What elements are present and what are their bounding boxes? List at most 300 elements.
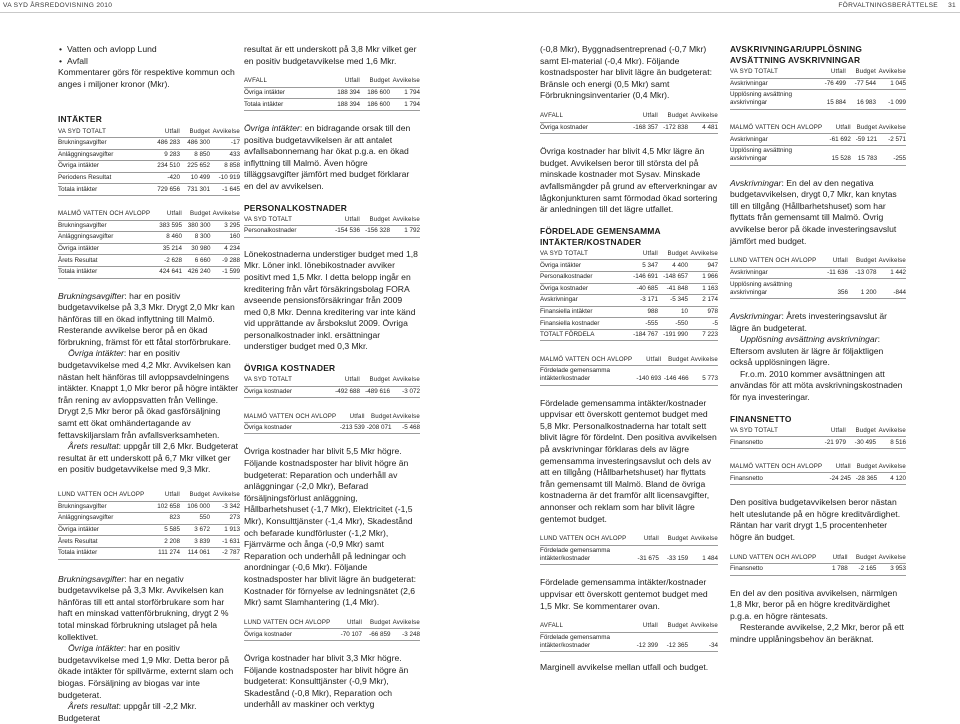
value-cell: -1 631 (210, 536, 240, 548)
table-row (540, 271, 718, 283)
paragraph: Övriga kostnader har blivit 4,5 Mkr lägre än budget. Avvikelsen beror till största del på minskade kostnader mot Sysav. Minskade avfallsmängder på grund av efterverkningar av lågkonjunkturen samt förmodad ökad sortering är anledningen till det lägre utfallet. (540, 146, 718, 215)
section-heading-finansnetto: FINANSNETTO (730, 413, 792, 424)
value-cell: 6 660 (182, 255, 211, 267)
page-number: 31 (948, 2, 956, 9)
column-header: Avvikelse (688, 249, 718, 260)
value-cell: -13 078 (848, 267, 876, 279)
table-title-cell: VA SYD TOTALT (730, 426, 812, 437)
value-cell: -420 (146, 172, 180, 184)
paragraph: Brukningsavgifter: har en negativ budgetavvikelse på 3,3 Mkr. Avvikelsen kan hänföras till ett antal storförbrukare som har haft en minskad vattenförbrukning, drygt 2 % total minskad förbrukning utslaget på hela kollektivet. (58, 573, 229, 642)
table-va-syd-fordelade (540, 249, 718, 342)
paragraph: Fördelade gemensamma intäkter/kostnader uppvisar ett överskott gentemot budget med 1,5 Mkr. Se kommentarer ovan. (540, 577, 708, 611)
table-title-cell: AVFALL (244, 76, 326, 87)
column-header: Utfall (816, 552, 847, 563)
row-label: Finansnetto (730, 564, 816, 576)
column-header: Avvikelse (210, 126, 240, 137)
paragraph: En del av den positiva avvikelsen, närmlgen 1,8 Mkr, beror på en högre kreditvärdighet p.g.a. en högre räntesats. (730, 587, 898, 621)
table-row (58, 172, 240, 184)
column-header: Budget (182, 209, 211, 220)
table-title-cell: MALMÖ VATTEN OCH AVLOPP (730, 123, 822, 134)
column-2 (244, 44, 420, 711)
row-label: Avskrivningar (540, 295, 624, 307)
table-row (244, 422, 420, 434)
value-cell: -66 859 (362, 629, 390, 641)
table-header-row (730, 426, 906, 437)
value-cell: 111 274 (146, 547, 180, 559)
table-header-row (244, 375, 420, 386)
row-label: Övriga kostnader (244, 386, 326, 398)
value-cell: 8 300 (182, 232, 211, 244)
row-label: Anläggningsavgifter (58, 149, 146, 161)
value-cell: 424 641 (150, 266, 182, 278)
paragraph: Den positiva budgetavvikelsen beror nästan helt uteslutande på en högre kreditvärdighet. Räntan har varit drygt 1,5 procentenheter högre än budget. (730, 497, 901, 542)
value-cell: 383 595 (150, 220, 182, 232)
column-header: Utfall (336, 411, 364, 422)
value-cell: 731 301 (180, 184, 210, 196)
row-label: Anläggningsavgifter (58, 232, 150, 244)
column-header: Budget (659, 534, 688, 545)
column-header: Utfall (632, 354, 661, 365)
value-cell: 114 061 (180, 547, 210, 559)
value-cell: 947 (688, 260, 718, 272)
row-label: Årets Resultat (58, 536, 146, 548)
column-header: Budget (846, 67, 876, 78)
table-row (730, 279, 906, 299)
column-header: Avvikelse (688, 111, 718, 122)
table-row (58, 255, 240, 267)
value-cell: -5 345 (658, 295, 688, 307)
value-cell: -9 288 (211, 255, 240, 267)
value-cell: 8 858 (210, 161, 240, 173)
column-header: Budget (360, 215, 390, 226)
table-header-row (730, 256, 906, 267)
table-avfall-fordelade (540, 621, 718, 652)
table-row (540, 366, 718, 386)
value-cell: -1 599 (211, 266, 240, 278)
value-cell: 4 234 (211, 243, 240, 255)
table-avfall-intakter (244, 76, 420, 111)
value-cell: -24 245 (822, 473, 851, 485)
table-row (730, 564, 906, 576)
row-label: TOTALT FÖRDELA (540, 329, 624, 341)
value-cell: 5 347 (624, 260, 658, 272)
table-malmo-ovriga-kostnader (244, 411, 420, 434)
value-cell: -10 919 (210, 172, 240, 184)
table-row (58, 149, 240, 161)
paragraph: Övriga kostnader har blivit 3,3 Mkr högre. Följande kostnadsposter har blivit högre än budgeterat: Konsulttjänster (-0,9 Mkr), Skadestånd (-0,8 Mkr), Reparation och underhåll av maskiner och verktyg (244, 652, 409, 710)
value-cell: -148 657 (658, 271, 688, 283)
table-malmo-fordelade (540, 354, 718, 385)
table-title-cell: MALMÖ VATTEN OCH AVLOPP (730, 462, 822, 473)
value-cell: -146 691 (624, 271, 658, 283)
section-heading-fordelade: FÖRDELADE GEMENSAMMA INTÄKTER/KOSTNADER (540, 225, 661, 247)
value-cell: -5 468 (392, 422, 420, 434)
table-header-row (730, 552, 906, 563)
value-cell: 988 (624, 306, 658, 318)
row-label: Finansnetto (730, 473, 822, 485)
value-cell: -154 536 (326, 226, 360, 238)
table-title-cell: LUND VATTEN OCH AVLOPP (244, 618, 330, 629)
value-cell: 1 442 (876, 267, 906, 279)
value-cell: -30 495 (846, 437, 876, 449)
table-row (540, 283, 718, 295)
value-cell: -33 159 (659, 545, 688, 565)
paragraph: Marginell avvikelse mellan utfall och budget. (540, 662, 709, 673)
row-label: Övriga kostnader (540, 122, 624, 134)
value-cell: -3 171 (624, 295, 658, 307)
value-cell: 4 120 (877, 473, 906, 485)
value-cell: -21 979 (812, 437, 846, 449)
column-header: Utfall (822, 462, 851, 473)
column-header: Utfall (150, 209, 182, 220)
table-title-cell: AVFALL (540, 111, 624, 122)
row-label: Övriga kostnader (540, 283, 624, 295)
paragraph: resultat är ett underskott på 3,8 Mkr vilket ger en positiv budgetavvikelse med 1,6 Mkr. (244, 44, 417, 66)
row-label: Fördelade gemensamma intäkter/kostnader (540, 545, 626, 565)
column-header: Utfall (626, 534, 659, 545)
value-cell: -31 675 (626, 545, 659, 565)
table-header-row (540, 534, 718, 545)
column-header: Budget (362, 618, 390, 629)
table-header-row (730, 462, 906, 473)
value-cell: -2 165 (848, 564, 877, 576)
column-header: Utfall (812, 426, 846, 437)
value-cell: 1 788 (816, 564, 847, 576)
value-cell: -3 072 (390, 386, 420, 398)
value-cell: 426 240 (182, 266, 211, 278)
row-label: Totala intäkter (58, 184, 146, 196)
row-label: Brukningsavgifter (58, 501, 146, 513)
intro-paragraph: Kommentarer görs för respektive kommun och anges i miljoner kronor (Mkr). (58, 67, 235, 89)
column-header: Avvikelse (877, 123, 906, 134)
paragraph: Övriga intäkter: en bidragande orsak till den positiva budgetavvikelsen är att antalet avfallsabonnemang har ökat p.g.a. en ökad inflyttning till Malmö. Även högre tilläggsavgifter jämfört med budget förklarar en del av avvikelsen. (244, 122, 411, 191)
value-cell: 102 658 (146, 501, 180, 513)
column-4 (730, 44, 906, 646)
row-label: Avskrivningar (730, 267, 816, 279)
value-cell: -12 365 (658, 632, 688, 652)
list-item: • Avfall (58, 56, 240, 68)
value-cell: 234 510 (146, 161, 180, 173)
row-label: Avskrivningar (730, 78, 812, 90)
table-row (244, 87, 420, 99)
row-label: Anläggningsavgifter (58, 513, 146, 525)
column-header: Avvikelse (392, 411, 420, 422)
value-cell: 7 223 (688, 329, 718, 341)
column-header: Utfall (146, 490, 180, 501)
section-heading-intakter: INTÄKTER (58, 114, 102, 125)
row-label: Övriga intäkter (540, 260, 624, 272)
value-cell: -2 628 (150, 255, 182, 267)
value-cell: 16 983 (846, 90, 876, 110)
column-header: Budget (180, 126, 210, 137)
value-cell: -555 (624, 318, 658, 330)
table-row (540, 122, 718, 134)
paragraph: Övriga intäkter: har en positiv budgetavvikelse med 4,2 Mkr. Avvikelsen kan nästan helt hänföras till avloppsavdelningens intäkter. Knappt 1,0 Mkr beror på högre intäkter från rening av avloppsvatten från Vellinge. Drygt 2,5 Mkr beror på ökad gasförsäljning samt ett ökat omhändertagande av fettavskiljarslam från avfallsverksamheten. (58, 348, 239, 440)
table-title-cell: VA SYD TOTALT (540, 249, 624, 260)
column-header: Budget (661, 354, 688, 365)
value-cell: -61 692 (822, 134, 851, 146)
value-cell: -140 693 (632, 366, 661, 386)
table-lund-finansnetto (730, 552, 906, 575)
value-cell: -41 848 (658, 283, 688, 295)
value-cell: -2 787 (210, 547, 240, 559)
row-label: Fördelade gemensamma intäkter/kostnader (540, 366, 632, 386)
paragraph: Lönekostnaderna understiger budget med 1,8 Mkr. Löner inkl. lönebikostnader avviker positivt med 1,5 Mkr. I detta belopp ingår en kreditering från vårt försäkringsbolag FORA avseende pensionsförsäkringar från 2009 med 0,8 Mkr. Denna kreditering var inte känd vid upprättande av årsbokslut 2009. Övriga personalkostnader inkl. ersättningar understiger budget med 0,3 Mkr. (244, 248, 418, 352)
value-cell: -208 071 (365, 422, 392, 434)
row-label: Upplösning avsättning avskrivningar (730, 279, 816, 299)
value-cell: 15 783 (851, 145, 877, 165)
table-lund-avskrivningar (730, 256, 906, 299)
table-row (730, 134, 906, 146)
row-label: Periodens Resultat (58, 172, 146, 184)
paragraph: Resterande avvikelse, 2,2 Mkr, beror på ett mindre upplåningsbehov än beräknat. (730, 622, 904, 644)
paragraph: Brukningsavgifter: har en positiv budgetavvikelse på 3,3 Mkr. Drygt 2,0 Mkr kan hänföras till en ökad inflyttning till Malmö. Resterande avvikelse beror på en ökad förbrukning, främst för ett fåtal storförbrukare. (58, 290, 235, 347)
table-row (540, 632, 718, 652)
column-1 (58, 44, 240, 724)
value-cell: -5 (688, 318, 718, 330)
table-title-cell: LUND VATTEN OCH AVLOPP (540, 534, 626, 545)
paragraph: Övriga intäkter: har en positiv budgetavvikelse med 1,9 Mkr. Detta beror på ökade intäkter för spillvärme, externt slam och biogas. Försäljning av biogas var inte budgeterat. (58, 643, 234, 700)
value-cell: 823 (146, 513, 180, 525)
table-title-cell: MALMÖ VATTEN OCH AVLOPP (244, 411, 336, 422)
column-header: Budget (180, 490, 210, 501)
table-va-syd-avskrivningar (730, 67, 906, 110)
value-cell: 1 045 (876, 78, 906, 90)
publication-title: VA SYD ÅRSREDOVISNING 2010 (3, 2, 113, 9)
value-cell: 380 300 (182, 220, 211, 232)
value-cell: 188 394 (326, 87, 360, 99)
value-cell: -172 838 (658, 122, 688, 134)
table-va-syd-intakter (58, 126, 240, 196)
table-row (540, 318, 718, 330)
value-cell: 1 200 (848, 279, 876, 299)
section-heading-ovriga-kostnader: ÖVRIGA KOSTNADER (244, 363, 336, 374)
value-cell: 273 (210, 513, 240, 525)
value-cell: 5 773 (689, 366, 718, 386)
column-header: Budget (360, 375, 390, 386)
row-label: Övriga intäkter (58, 161, 146, 173)
table-malmo-finansnetto (730, 462, 906, 485)
table-avfall-ovriga-kostnader (540, 111, 718, 134)
value-cell: -844 (876, 279, 906, 299)
column-header: Budget (848, 552, 877, 563)
table-row (58, 547, 240, 559)
table-row (58, 243, 240, 255)
paragraph: Avskrivningar: En del av den negativa budgetavvikelsen, drygt 0,7 Mkr, kan knytas till en tillgång (Hållbarhetshuset) som har flyttats från gemensamt till Malmö. Övrig avvikelse beror på ökade investeringsavslut jämfört med budget. (730, 177, 897, 246)
row-label: Brukningsavgifter (58, 137, 146, 149)
row-label: Årets Resultat (58, 255, 150, 267)
row-label: Personalkostnader (540, 271, 624, 283)
table-row (244, 386, 420, 398)
value-cell: -40 685 (624, 283, 658, 295)
value-cell: -70 107 (330, 629, 362, 641)
column-header: Utfall (624, 621, 658, 632)
table-lund-intakter (58, 490, 240, 560)
row-label: Brukningsavgifter (58, 220, 150, 232)
column-header: Utfall (624, 249, 658, 260)
value-cell: 186 600 (360, 87, 390, 99)
section-title: FÖRVALTNINGSBERÄTTELSE (838, 2, 938, 9)
value-cell: 1 794 (390, 99, 420, 111)
table-row (540, 295, 718, 307)
table-row (244, 99, 420, 111)
value-cell: 1 966 (688, 271, 718, 283)
value-cell: 8 460 (150, 232, 182, 244)
value-cell: 3 953 (876, 564, 906, 576)
column-header: Avvikelse (688, 534, 718, 545)
table-row (540, 306, 718, 318)
value-cell: 1 792 (390, 226, 420, 238)
table-row (244, 629, 420, 641)
section-heading-personalkostnader: PERSONALKOSTNADER (244, 202, 347, 213)
table-title-cell: VA SYD TOTALT (244, 375, 326, 386)
table-row (730, 145, 906, 165)
value-cell: 486 283 (146, 137, 180, 149)
value-cell: -2 571 (877, 134, 906, 146)
paragraph: Övriga kostnader har blivit 5,5 Mkr högre. Följande kostnadsposter har blivit högre än budgeterat: Reparation och underhåll av anläggningar (-2,0 Mkr), Befarad försäljningsförlust anläggning, Hållbarhetshuset (-1,7 Mkr), Elektricitet (-1,5 Mkr), Konsulttjänster (-1,4 Mkr), Skadestånd och befarade kundförluster (-1,2 Mkr), Fjärrvärme och ånga (-0,9 Mkr) samt Reparation och underhåll på ledningar och anordningar (-0,6 Mkr). Följande kostnadsposter har blivit lägre än budgeterat: Kostnader för förnyelse av ledningsnätet (2,6 Mkr) samt Slamhantering (1,4 Mkr). (244, 446, 416, 608)
table-title-cell: LUND VATTEN OCH AVLOPP (730, 256, 816, 267)
value-cell: 15 528 (822, 145, 851, 165)
value-cell: 35 214 (150, 243, 182, 255)
column-header: Utfall (330, 618, 362, 629)
table-row (58, 220, 240, 232)
table-header-row (540, 354, 718, 365)
column-header: Avvikelse (876, 67, 906, 78)
column-header: Utfall (326, 76, 360, 87)
column-header: Avvikelse (876, 552, 906, 563)
table-row (58, 524, 240, 536)
table-row (730, 78, 906, 90)
value-cell: -191 990 (658, 329, 688, 341)
column-header: Avvikelse (390, 375, 420, 386)
paragraph: Fr.o.m. 2010 kommer avsättningen att användas för att möta avskrivningskostnaden för nya investeringar. (730, 368, 903, 403)
value-cell: -146 466 (661, 366, 688, 386)
value-cell: 4 481 (688, 122, 718, 134)
list-item: • Vatten och avlopp Lund (58, 44, 240, 56)
column-header: Budget (365, 411, 392, 422)
value-cell: -168 357 (624, 122, 658, 134)
row-label: Finansnetto (730, 437, 812, 449)
paragraph: Årets resultat: uppgår till -2,2 Mkr. Budgeterat (58, 701, 197, 723)
row-label: Totala intäkter (58, 547, 146, 559)
value-cell: -12 399 (624, 632, 658, 652)
table-header-row (244, 215, 420, 226)
value-cell: -28 365 (851, 473, 877, 485)
table-title-cell: MALMÖ VATTEN OCH AVLOPP (58, 209, 150, 220)
value-cell: 5 585 (146, 524, 180, 536)
value-cell: 8 516 (876, 437, 906, 449)
column-header: Utfall (816, 256, 848, 267)
section-heading-avskrivningar: AVSKRIVNINGAR/UPPLÖSNING AVSÄTTNING AVSKRIVNINGAR (730, 44, 863, 65)
paragraph: Årets resultat: uppgår till 2,6 Mkr. Budgeterat resultat är ett underskott på 6,7 Mkr vilket ger en positiv budgetavvikelse med 9,3 Mkr. (58, 441, 239, 475)
table-row (58, 161, 240, 173)
column-header: Avvikelse (210, 490, 240, 501)
column-header: Budget (658, 621, 688, 632)
row-label: Fördelade gemensamma intäkter/kostnader (540, 632, 624, 652)
table-title-cell: MALMÖ VATTEN OCH AVLOPP (540, 354, 632, 365)
row-label: Avskrivningar (730, 134, 822, 146)
value-cell: 15 884 (812, 90, 846, 110)
table-row (730, 437, 906, 449)
table-lund-ovriga-kostnader (244, 618, 420, 641)
column-header: Budget (851, 123, 877, 134)
column-header: Avvikelse (876, 256, 906, 267)
table-header-row (58, 209, 240, 220)
table-va-syd-ovriga-kostnader (244, 375, 420, 398)
column-header: Avvikelse (688, 621, 718, 632)
column-header: Avvikelse (689, 354, 718, 365)
column-header: Utfall (326, 215, 360, 226)
column-header: Utfall (822, 123, 851, 134)
table-row (58, 137, 240, 149)
value-cell: 4 400 (658, 260, 688, 272)
value-cell: 729 656 (146, 184, 180, 196)
table-title-cell: LUND VATTEN OCH AVLOPP (730, 552, 816, 563)
row-label: Upplösning avsättning avskrivningar (730, 90, 812, 110)
table-header-row (540, 249, 718, 260)
table-row (244, 226, 420, 238)
value-cell: -3 248 (390, 629, 420, 641)
row-label: Övriga intäkter (58, 243, 150, 255)
column-header: Budget (658, 111, 688, 122)
value-cell: 9 283 (146, 149, 180, 161)
column-header: Budget (360, 76, 390, 87)
table-header-row (730, 67, 906, 78)
table-title-cell: VA SYD TOTALT (244, 215, 326, 226)
table-row (540, 545, 718, 565)
value-cell: 3 672 (180, 524, 210, 536)
table-header-row (244, 618, 420, 629)
table-header-row (730, 123, 906, 134)
value-cell: 30 980 (182, 243, 211, 255)
value-cell: 10 499 (180, 172, 210, 184)
table-header-row (58, 126, 240, 137)
column-header: Avvikelse (390, 76, 420, 87)
paragraph: Upplösning avsättning avskrivningar: Eftersom avsluten är lägre är följaktligen också upplösningen lägre. (730, 334, 884, 368)
value-cell: 486 300 (180, 137, 210, 149)
value-cell: 1 163 (688, 283, 718, 295)
table-row (730, 90, 906, 110)
row-label: Finansiella intäkter (540, 306, 624, 318)
bullet-list (58, 44, 240, 67)
row-label: Övriga intäkter (58, 524, 146, 536)
value-cell: 186 600 (360, 99, 390, 111)
table-header-row (540, 621, 718, 632)
page-header (0, 0, 960, 13)
row-label: Övriga kostnader (244, 629, 330, 641)
column-header: Budget (848, 256, 876, 267)
table-row (58, 232, 240, 244)
table-row (58, 501, 240, 513)
row-label: Övriga intäkter (244, 87, 326, 99)
value-cell: 225 652 (180, 161, 210, 173)
table-header-row (244, 76, 420, 87)
paragraph: Avskrivningar: Årets investeringsavslut är lägre än budgeterat. (730, 310, 887, 333)
column-header: Avvikelse (877, 462, 906, 473)
column-header: Budget (658, 249, 688, 260)
table-row (730, 267, 906, 279)
table-malmo-intakter (58, 209, 240, 279)
table-header-row (244, 411, 420, 422)
column-header: Budget (851, 462, 877, 473)
value-cell: -76 499 (812, 78, 846, 90)
row-label: Finansiella kostnader (540, 318, 624, 330)
row-label: Totala intäkter (58, 266, 150, 278)
table-title-cell: VA SYD TOTALT (58, 126, 146, 137)
value-cell: 3 839 (180, 536, 210, 548)
column-3 (540, 44, 718, 674)
value-cell: -492 688 (326, 386, 360, 398)
